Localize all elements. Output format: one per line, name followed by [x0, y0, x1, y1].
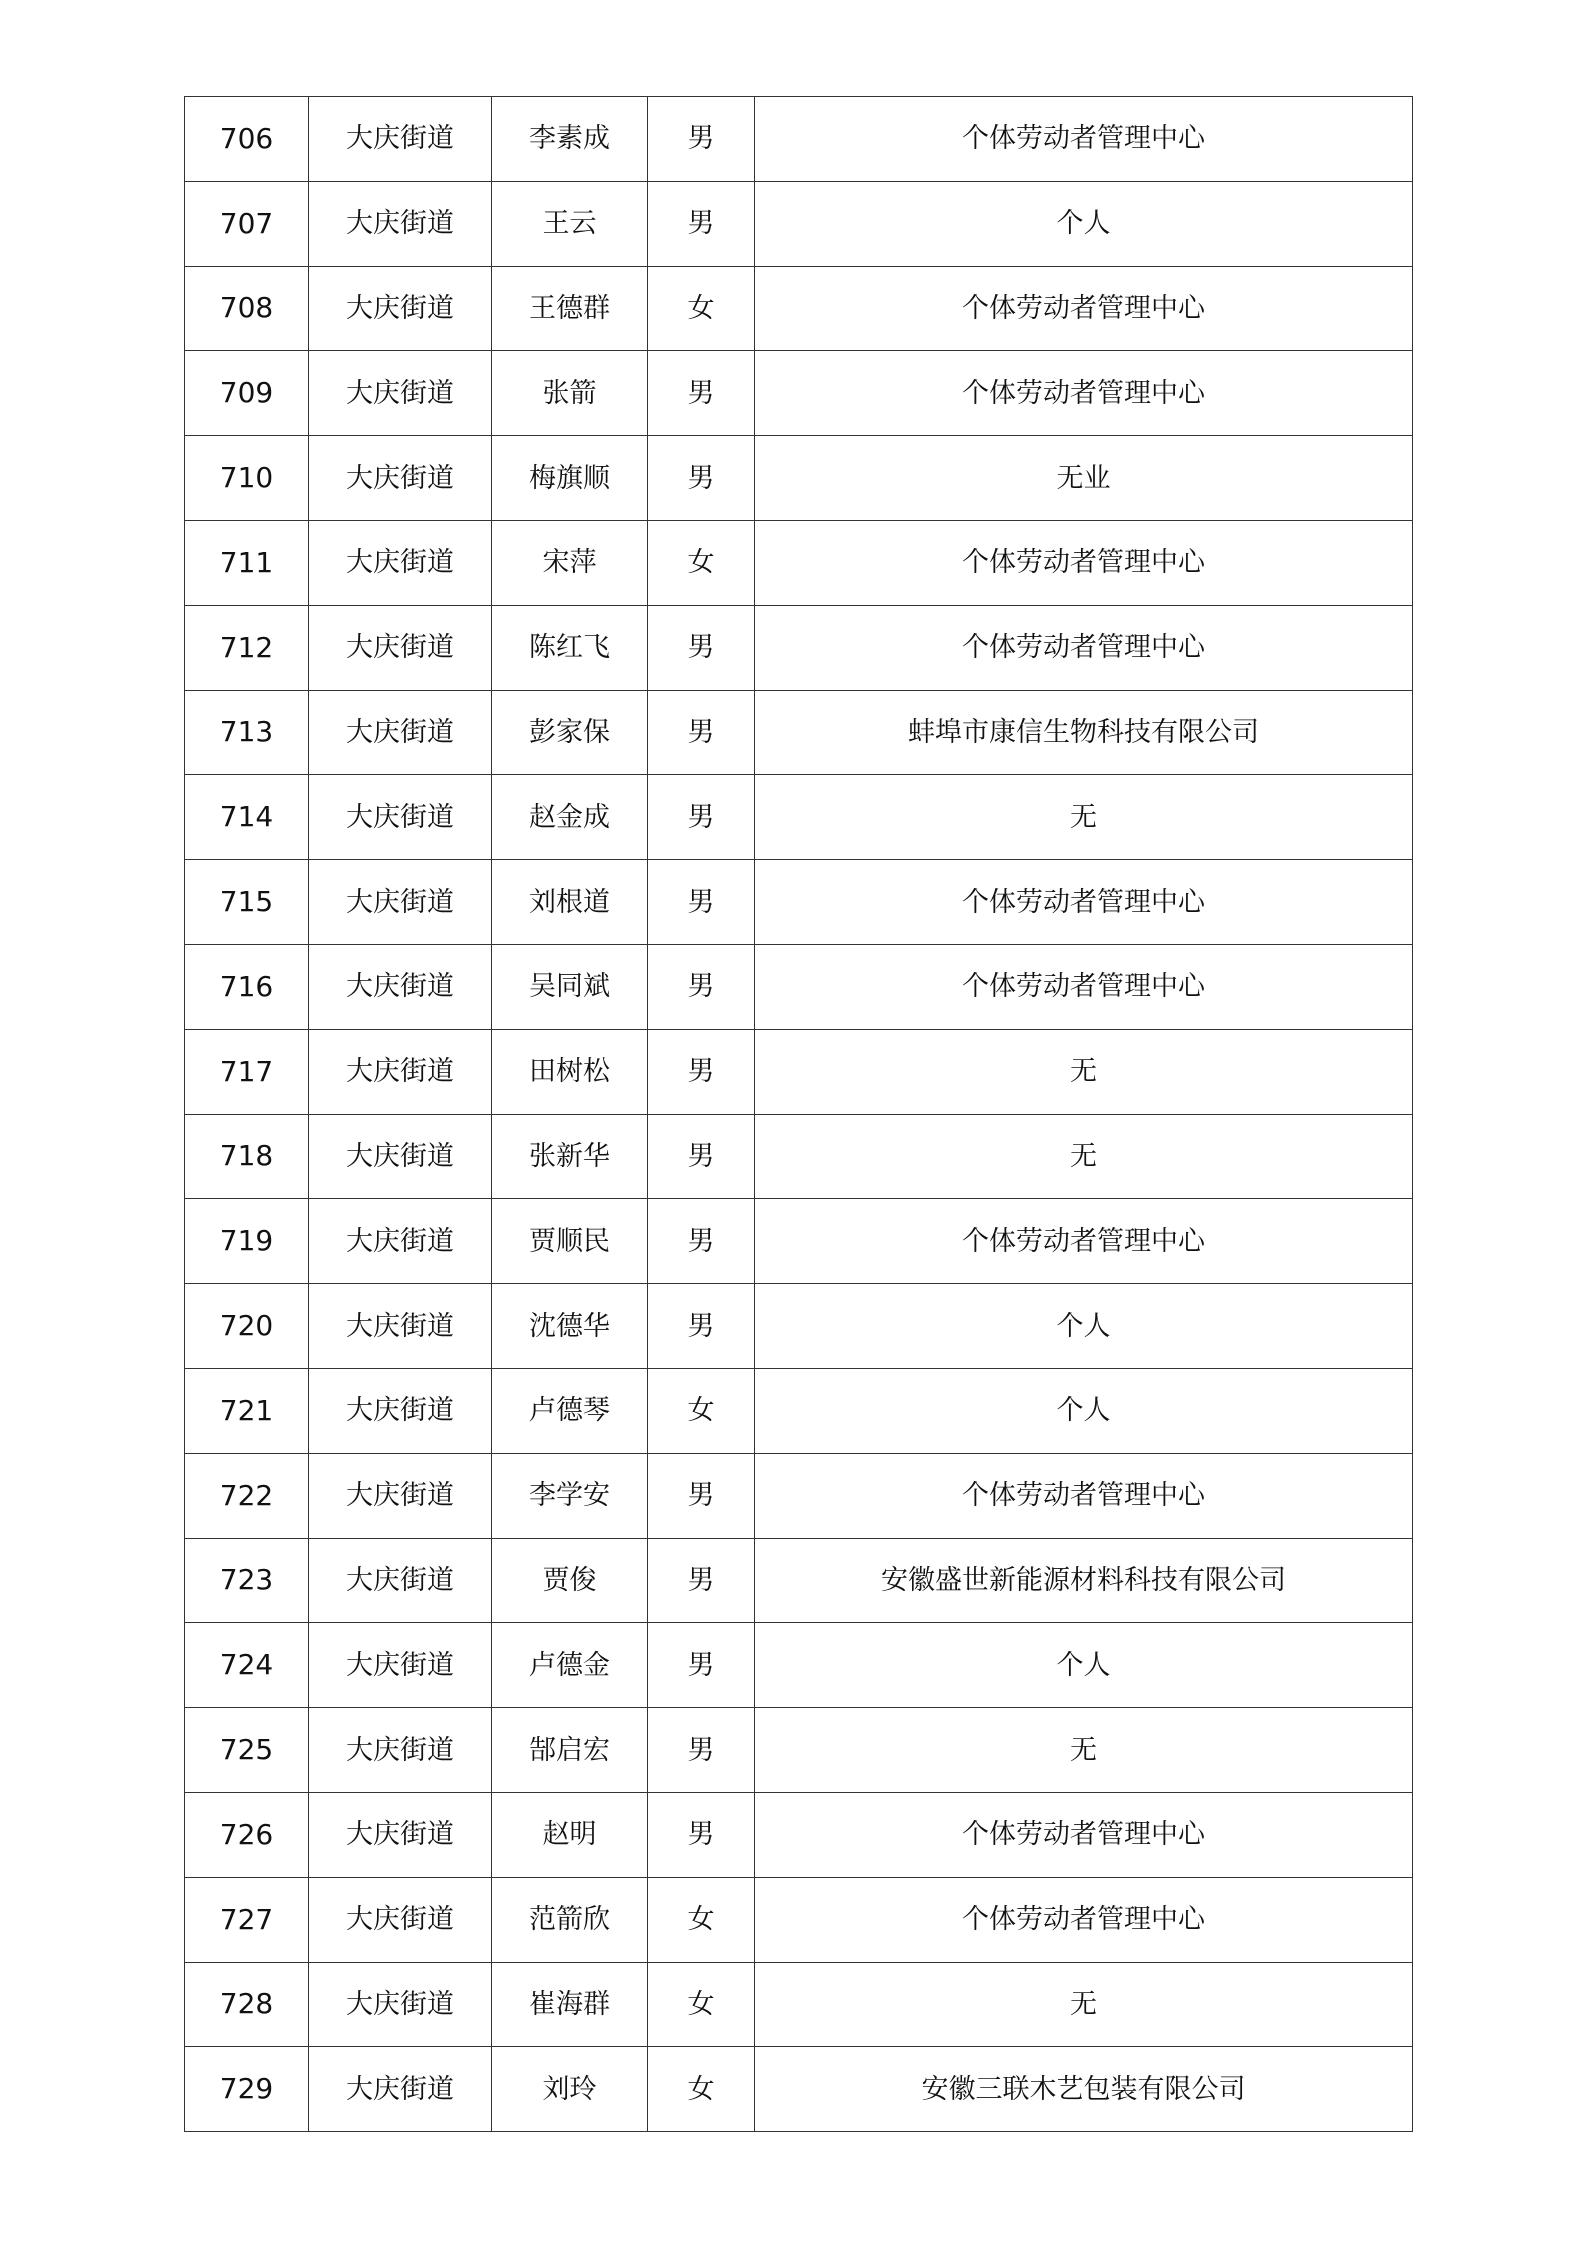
row-number-cell: 722	[185, 1453, 309, 1538]
name-cell: 吴同斌	[492, 944, 648, 1029]
workplace-cell: 个人	[755, 181, 1413, 266]
gender-cell: 女	[648, 2047, 755, 2132]
street-cell: 大庆街道	[309, 1368, 492, 1453]
gender-cell: 男	[648, 1199, 755, 1284]
workplace-cell: 个体劳动者管理中心	[755, 944, 1413, 1029]
gender-cell: 男	[648, 97, 755, 182]
workplace-cell: 个体劳动者管理中心	[755, 351, 1413, 436]
name-cell: 赵明	[492, 1792, 648, 1877]
table-row	[185, 860, 1413, 945]
row-number-cell: 706	[185, 97, 309, 182]
workplace-cell: 个人	[755, 1284, 1413, 1369]
street-cell: 大庆街道	[309, 1199, 492, 1284]
row-number-cell: 710	[185, 436, 309, 521]
workplace-cell: 个体劳动者管理中心	[755, 605, 1413, 690]
gender-cell: 女	[648, 1962, 755, 2047]
workplace-cell: 个体劳动者管理中心	[755, 97, 1413, 182]
street-cell: 大庆街道	[309, 2047, 492, 2132]
workplace-cell: 无	[755, 775, 1413, 860]
name-cell: 范箭欣	[492, 1877, 648, 1962]
street-cell: 大庆街道	[309, 1538, 492, 1623]
gender-cell: 男	[648, 605, 755, 690]
workplace-cell: 安徽盛世新能源材料科技有限公司	[755, 1538, 1413, 1623]
row-number-cell: 728	[185, 1962, 309, 2047]
workplace-cell: 蚌埠市康信生物科技有限公司	[755, 690, 1413, 775]
street-cell: 大庆街道	[309, 1962, 492, 2047]
street-cell: 大庆街道	[309, 1284, 492, 1369]
name-cell: 卢德琴	[492, 1368, 648, 1453]
table-row	[185, 944, 1413, 1029]
name-cell: 刘根道	[492, 860, 648, 945]
table-row	[185, 775, 1413, 860]
name-cell: 郜启宏	[492, 1708, 648, 1793]
street-cell: 大庆街道	[309, 1453, 492, 1538]
row-number-cell: 712	[185, 605, 309, 690]
row-number-cell: 723	[185, 1538, 309, 1623]
street-cell: 大庆街道	[309, 97, 492, 182]
workplace-cell: 无	[755, 1029, 1413, 1114]
gender-cell: 男	[648, 1623, 755, 1708]
row-number-cell: 721	[185, 1368, 309, 1453]
table-row	[185, 1792, 1413, 1877]
row-number-cell: 713	[185, 690, 309, 775]
row-number-cell: 717	[185, 1029, 309, 1114]
street-cell: 大庆街道	[309, 860, 492, 945]
street-cell: 大庆街道	[309, 436, 492, 521]
gender-cell: 男	[648, 351, 755, 436]
workplace-cell: 个人	[755, 1623, 1413, 1708]
workplace-cell: 安徽三联木艺包装有限公司	[755, 2047, 1413, 2132]
gender-cell: 男	[648, 860, 755, 945]
row-number-cell: 726	[185, 1792, 309, 1877]
street-cell: 大庆街道	[309, 1792, 492, 1877]
street-cell: 大庆街道	[309, 1029, 492, 1114]
table-row	[185, 1114, 1413, 1199]
name-cell: 田树松	[492, 1029, 648, 1114]
workplace-cell: 无	[755, 1708, 1413, 1793]
table-row	[185, 266, 1413, 351]
street-cell: 大庆街道	[309, 1877, 492, 1962]
workplace-cell: 个体劳动者管理中心	[755, 1453, 1413, 1538]
table-row	[185, 1877, 1413, 1962]
name-cell: 彭家保	[492, 690, 648, 775]
name-cell: 卢德金	[492, 1623, 648, 1708]
row-number-cell: 718	[185, 1114, 309, 1199]
row-number-cell: 727	[185, 1877, 309, 1962]
name-cell: 王云	[492, 181, 648, 266]
gender-cell: 女	[648, 1368, 755, 1453]
row-number-cell: 725	[185, 1708, 309, 1793]
name-cell: 赵金成	[492, 775, 648, 860]
street-cell: 大庆街道	[309, 1623, 492, 1708]
name-cell: 陈红飞	[492, 605, 648, 690]
gender-cell: 男	[648, 1284, 755, 1369]
gender-cell: 男	[648, 436, 755, 521]
workplace-cell: 个体劳动者管理中心	[755, 1792, 1413, 1877]
table-row	[185, 690, 1413, 775]
row-number-cell: 715	[185, 860, 309, 945]
row-number-cell: 719	[185, 1199, 309, 1284]
table-row	[185, 1623, 1413, 1708]
gender-cell: 女	[648, 266, 755, 351]
name-cell: 李素成	[492, 97, 648, 182]
workplace-cell: 无	[755, 1962, 1413, 2047]
workplace-cell: 个体劳动者管理中心	[755, 1199, 1413, 1284]
row-number-cell: 720	[185, 1284, 309, 1369]
roster-table-body	[185, 97, 1413, 2132]
gender-cell: 男	[648, 1029, 755, 1114]
gender-cell: 男	[648, 181, 755, 266]
gender-cell: 男	[648, 944, 755, 1029]
gender-cell: 男	[648, 690, 755, 775]
workplace-cell: 个体劳动者管理中心	[755, 860, 1413, 945]
table-row	[185, 1453, 1413, 1538]
table-row	[185, 1962, 1413, 2047]
name-cell: 宋萍	[492, 520, 648, 605]
name-cell: 刘玲	[492, 2047, 648, 2132]
name-cell: 李学安	[492, 1453, 648, 1538]
row-number-cell: 709	[185, 351, 309, 436]
name-cell: 张新华	[492, 1114, 648, 1199]
gender-cell: 男	[648, 1792, 755, 1877]
name-cell: 贾俊	[492, 1538, 648, 1623]
table-row	[185, 1368, 1413, 1453]
row-number-cell: 708	[185, 266, 309, 351]
workplace-cell: 个体劳动者管理中心	[755, 520, 1413, 605]
gender-cell: 女	[648, 520, 755, 605]
name-cell: 贾顺民	[492, 1199, 648, 1284]
gender-cell: 男	[648, 775, 755, 860]
street-cell: 大庆街道	[309, 605, 492, 690]
table-row	[185, 1029, 1413, 1114]
table-row	[185, 1284, 1413, 1369]
street-cell: 大庆街道	[309, 520, 492, 605]
row-number-cell: 711	[185, 520, 309, 605]
workplace-cell: 个体劳动者管理中心	[755, 1877, 1413, 1962]
gender-cell: 男	[648, 1538, 755, 1623]
row-number-cell: 716	[185, 944, 309, 1029]
name-cell: 王德群	[492, 266, 648, 351]
table-row	[185, 605, 1413, 690]
table-row	[185, 520, 1413, 605]
street-cell: 大庆街道	[309, 775, 492, 860]
street-cell: 大庆街道	[309, 690, 492, 775]
table-row	[185, 1199, 1413, 1284]
name-cell: 崔海群	[492, 1962, 648, 2047]
street-cell: 大庆街道	[309, 351, 492, 436]
row-number-cell: 707	[185, 181, 309, 266]
street-cell: 大庆街道	[309, 181, 492, 266]
table-row	[185, 1708, 1413, 1793]
table-row	[185, 351, 1413, 436]
name-cell: 梅旗顺	[492, 436, 648, 521]
street-cell: 大庆街道	[309, 1708, 492, 1793]
name-cell: 沈德华	[492, 1284, 648, 1369]
gender-cell: 男	[648, 1114, 755, 1199]
street-cell: 大庆街道	[309, 266, 492, 351]
workplace-cell: 无	[755, 1114, 1413, 1199]
workplace-cell: 个人	[755, 1368, 1413, 1453]
workplace-cell: 无业	[755, 436, 1413, 521]
gender-cell: 男	[648, 1453, 755, 1538]
row-number-cell: 729	[185, 2047, 309, 2132]
workplace-cell: 个体劳动者管理中心	[755, 266, 1413, 351]
table-row	[185, 2047, 1413, 2132]
name-cell: 张箭	[492, 351, 648, 436]
gender-cell: 女	[648, 1877, 755, 1962]
street-cell: 大庆街道	[309, 1114, 492, 1199]
roster-table	[184, 96, 1413, 2132]
table-row	[185, 97, 1413, 182]
row-number-cell: 724	[185, 1623, 309, 1708]
table-row	[185, 436, 1413, 521]
table-row	[185, 1538, 1413, 1623]
street-cell: 大庆街道	[309, 944, 492, 1029]
table-row	[185, 181, 1413, 266]
gender-cell: 男	[648, 1708, 755, 1793]
row-number-cell: 714	[185, 775, 309, 860]
